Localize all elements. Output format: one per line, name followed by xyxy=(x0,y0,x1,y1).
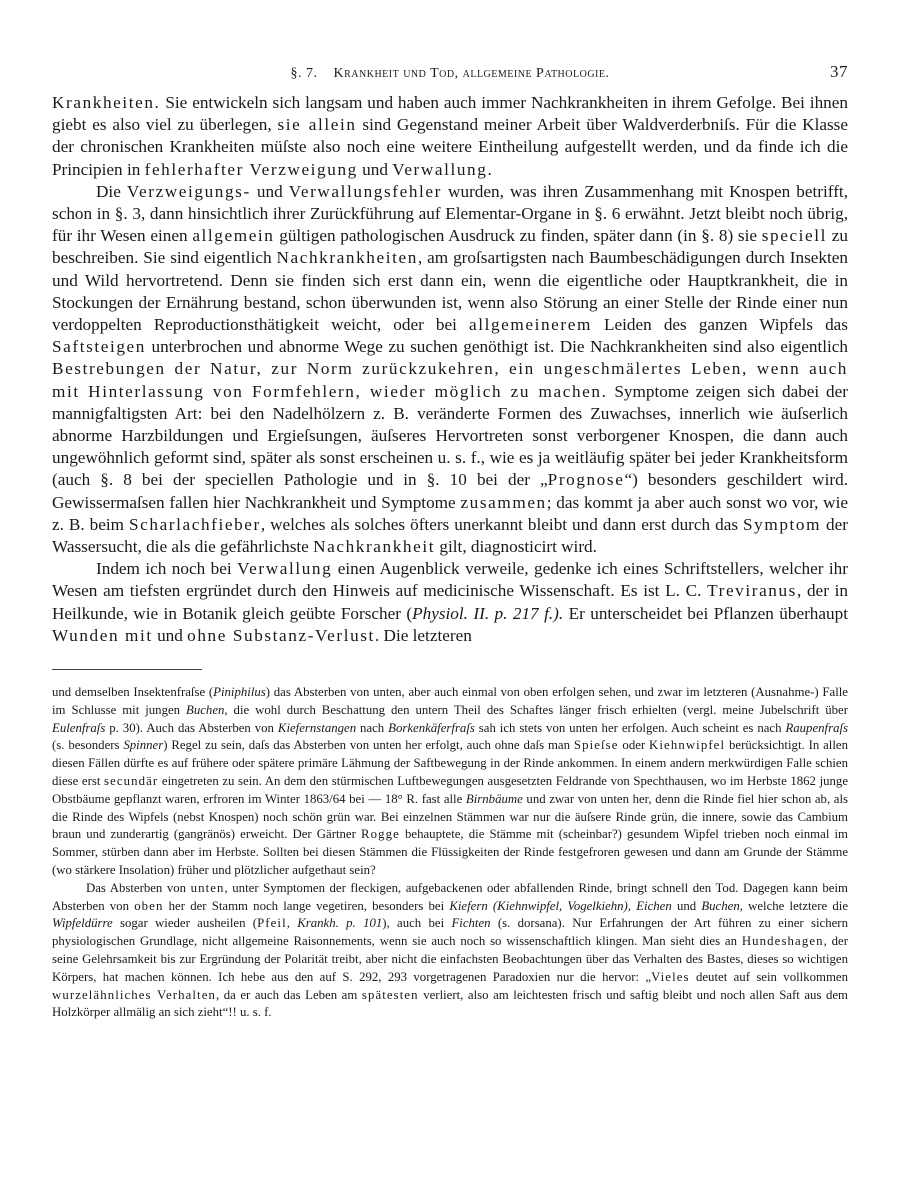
running-head xyxy=(52,62,848,92)
section-number: §. 7. xyxy=(290,66,318,81)
page-number: 37 xyxy=(830,62,848,81)
footnotes xyxy=(52,684,848,1022)
paragraph: Die Verzweigungs- und Verwallungsfehler wurden, was ihren Zusammenhang mit Knospen betrifft, schon in §. 3, dann hinsichtlich ihrer Zurückführung auf Elementar-Organe in §. 6 erwähnt. Jetzt bleibt noch übrig, für ihr Wesen einen allgemein gültigen pathologischen Ausdruck zu finden, später dann (in §. 8) sie speciell zu beschreiben. Sie sind eigentlich Nachkrankheiten, am groſsartigsten nach Baumbeschädigungen durch Insekten und Wild hervortretend. Denn sie finden sich erst dann ein, wenn die eigentliche oder Hauptkrankheit, die in Stockungen der Ernährung bestand, schon überwunden ist, wenn also Störung an einer Stelle der Rinde einer nun verdoppelten Reproductionsthätigkeit weicht, oder bei allgemeinerem Leiden des ganzen Wipfels das Saftsteigen unterbrochen und abnorme Wege zu suchen genöthigt ist. Die Nachkrankheiten sind also eigentlich Bestrebungen der Natur, zur Norm zurückzukehren, ein ungeschmälertes Leben, wenn auch mit Hinterlassung von Formfehlern, wieder möglich zu machen. Symptome zeigen sich dabei der mannigfaltigsten Art: bei den Nadelhölzern z. B. veränderte Formen des Zuwachses, innerlich wie äuſserlich abnorme Harzbildungen und Ergieſsungen, äuſseres Hervortreten sonst verborgener Knospen, die dann auch ungewöhnlich geformt sind, später als sonst erscheinen u. s. f., wie es ja weitläufig später bei jeder Krankheitsform (auch §. 8 bei der speciellen Pathologie und in §. 10 bei der „Prognose“) besonders geschildert wird. Gewissermaſsen fallen hier Nachkrankheit und Symptome zusammen; das kommt ja aber auch sonst wo vor, wie z. B. beim Scharlachfieber, welches als solches öfters unerkannt bleibt und dann erst durch das Symptom der Wassersucht, die als die gefährlichste Nachkrankheit gilt, diagnosticirt wird. xyxy=(52,181,849,557)
running-title xyxy=(52,66,848,82)
chapter-title: Krankheit und Tod, allgemeine Pathologie. xyxy=(333,66,610,81)
footnote: Das Absterben von unten, unter Symptomen der fleckigen, aufgebackenen oder abfallenden Rinde, bringt schnell den Tod. Dagegen kann beim Absterben von oben her der Stamm noch lange vegetiren, besonders bei Kiefern (Kiehnwipfel, Vogelkiehn), Eichen und Buchen, welche letztere die Wipfeldürre sogar wieder ausheilen (Pfeil, Krankh. p. 101), auch bei Fichten (s. dorsana). Nur Erfahrungen der Art führen zu einer sichern physiologischen Grundlage, nicht allgemeine Raisonnements, wenn sie auch noch so wissenschaftlich klingen. Man sieht dies an Hundeshagen, der seine Gelehrsamkeit bis zur Ergründung der Polarität treibt, aber nicht die einfachsten Beobachtungen über das Verhalten des Bastes, dieses so wichtigen Körpers, hat machen können. Ich hebe aus den auf S. 292, 293 vorgetragenen Paradoxien nur die hervor: „Vieles deutet auf sein vollkommen wurzelähnliches Verhalten, da er auch das Leben am spätesten verliert, also am leichtesten frisch und saftig bleibt und noch allen Saft aus dem Holzkörper allmälig an sich zieht“!! u. s. f. xyxy=(52,880,849,1020)
footnote: und demselben Insektenfraſse (Piniphilus) das Absterben von unten, aber auch einmal von oben erfolgen sehen, und zwar im letzteren (Ausnahme-) Falle im Schlusse mit jungen Buchen, die wohl durch Beschattung den untern Theil des Schaftes länger frisch erhielten (vergl. meine Jubelschrift über Eulenfraſs p. 30). Auch das Absterben von Kiefernstangen nach Borkenkäferfraſs sah ich stets von unten her erfolgen. Auch scheint es nach Raupenfraſs (s. besonders Spinner) Regel zu sein, daſs das Absterben von unten her erfolgt, auch ohne daſs man Spieſse oder Kiehnwipfel berücksichtigt. In allen diesen Fällen dürfte es auf frühere oder spätere primäre Lähmung der Saftbewegung in der Rinde ankommen. In einem andern merkwürdigen Falle schien diese erst secundär eingetreten zu sein. An dem den stürmischen Luftbewegungen ausgesetzten Feldrande von Spechthausen, wo im Herbste 1862 junge Obstbäume gepflanzt waren, erfroren im Winter 1863/64 bei — 18° R. fast alle Birnbäume und zwar von unten her, denn die Rinde fiel hier schon ab, als die Rinde des Wipfels (nebst Knospen) noch schön grün war. Bei einzelnen Stämmen war nur die äuſsere Rinde grün, die innere, sowie das Cambium braun und zunderartig (gangränös) erweicht. Der Gärtner Rogge behauptete, die Stämme mit (scheinbar?) gesundem Wipfel trieben noch einmal im Sommer, stürben dann aber im Herbste. Sollten bei diesen Stämmen die Flüssigkeiten der Rinde festgefroren gewesen und dann am Grunde der Stämme (wo stärkere Insolation) früher und plötzlicher aufgethaut sein? xyxy=(52,685,848,878)
paragraph: Indem ich noch bei Verwallung einen Augenblick verweile, gedenke ich eines Schriftstellers, welcher ihr Wesen am tiefsten ergründet durch den Hinweis auf medicinische Wissenschaft. Es ist L. C. Treviranus, der in Heilkunde, wie in Botanik gleich geübte Forscher (Physiol. II. p. 217 f.). Er unterscheidet bei Pflanzen überhaupt Wunden mit und ohne Substanz-Verlust. Die letzteren xyxy=(52,559,848,645)
footnote-rule xyxy=(52,669,202,670)
body-text xyxy=(52,92,848,647)
paragraph: Krankheiten. Sie entwickeln sich langsam und haben auch immer Nachkrankheiten in ihrem Gefolge. Bei ihnen giebt es also viel zu überlegen, sie allein sind Gegenstand meiner Arbeit über Waldverderbniſs. Für die Klasse der chronischen Krankheiten müſste also noch eine weitere Eintheilung aufgestellt werden, und da finde ich die Principien in fehlerhafter Verzweigung und Verwallung. xyxy=(52,93,848,179)
